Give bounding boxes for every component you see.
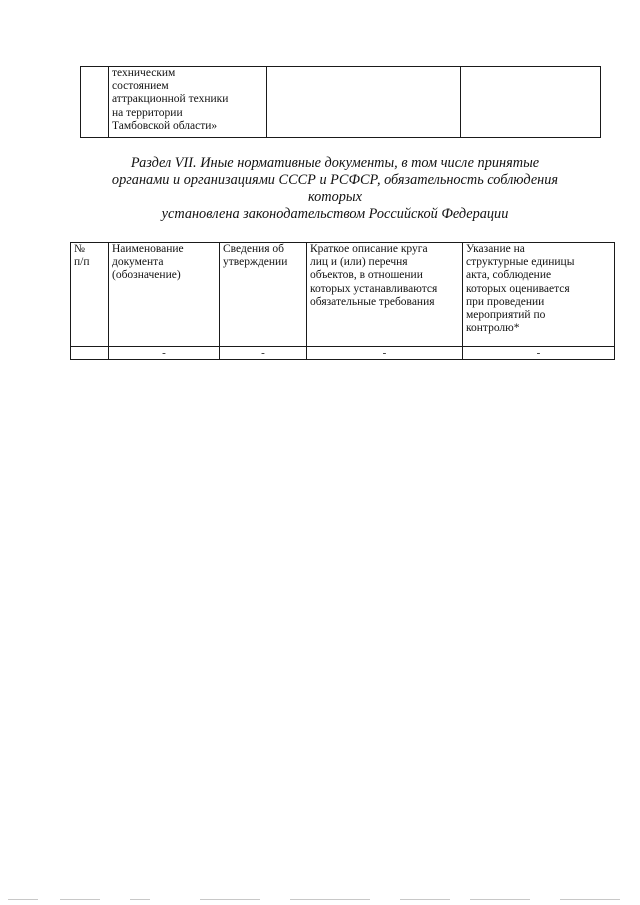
header-line: мероприятий по [466, 309, 546, 322]
header-line: (обозначение) [112, 269, 181, 282]
top-cell-empty [267, 67, 461, 138]
header-line: объектов, в отношении [310, 269, 423, 282]
top-cell-name [109, 67, 267, 138]
header-approval-info [220, 243, 307, 347]
scan-mark [8, 899, 38, 900]
top-cell-empty [461, 67, 601, 138]
header-structural-units [463, 243, 615, 347]
header-line: которых оценивается [466, 282, 570, 295]
table-cell: - [220, 347, 307, 360]
scan-mark [290, 899, 370, 900]
header-line: Наименование [112, 243, 184, 255]
header-line: утверждении [223, 256, 288, 269]
header-line: акта, соблюдение [466, 269, 552, 282]
top-cell-line: аттракционной техники [112, 93, 229, 106]
section-title-line: Раздел VII. Иные нормативные документы, в том числе принятые [130, 155, 540, 171]
header-document-name [109, 243, 220, 347]
header-line: документа [112, 256, 164, 269]
section-title [70, 155, 600, 223]
header-line: контролю* [466, 322, 520, 335]
top-cell-number [81, 67, 109, 138]
section-title-line: органами и организациями СССР и РСФСР, обязательность соблюдения [111, 172, 559, 188]
header-line: п/п [74, 256, 90, 269]
documents-table [70, 242, 615, 360]
scan-edge-artifacts [0, 896, 640, 905]
section-title-line: которых [308, 189, 362, 205]
table-row [71, 347, 615, 360]
top-table [80, 66, 601, 138]
top-cell-line: техническим [112, 67, 176, 79]
header-line: Краткое описание круга [310, 243, 428, 255]
header-line: лиц и (или) перечня [310, 256, 408, 269]
scan-mark [560, 899, 620, 900]
scan-mark [130, 899, 150, 900]
top-cell-line: Тамбовской области» [112, 119, 218, 132]
top-table-row [81, 67, 601, 138]
section-title-line: установлена законодательством Российской Федерации [161, 206, 509, 222]
table-cell [71, 347, 109, 360]
table-cell: - [109, 347, 220, 360]
header-line: при проведении [466, 295, 545, 308]
header-line: Указание на [466, 243, 525, 255]
header-line: № [74, 243, 85, 255]
header-number [71, 243, 109, 347]
header-line: обязательные требования [310, 295, 435, 308]
top-cell-line: на территории [112, 106, 183, 119]
table-header-row [71, 243, 615, 347]
scan-mark [200, 899, 260, 900]
table-cell: - [307, 347, 463, 360]
header-line: структурные единицы [466, 256, 575, 269]
scan-mark [470, 899, 530, 900]
table-cell: - [463, 347, 615, 360]
header-description [307, 243, 463, 347]
header-line: которых устанавливаются [310, 282, 438, 295]
scan-mark [60, 899, 100, 900]
header-line: Сведения об [223, 243, 285, 255]
top-cell-line: состоянием [112, 80, 169, 93]
scan-mark [400, 899, 450, 900]
